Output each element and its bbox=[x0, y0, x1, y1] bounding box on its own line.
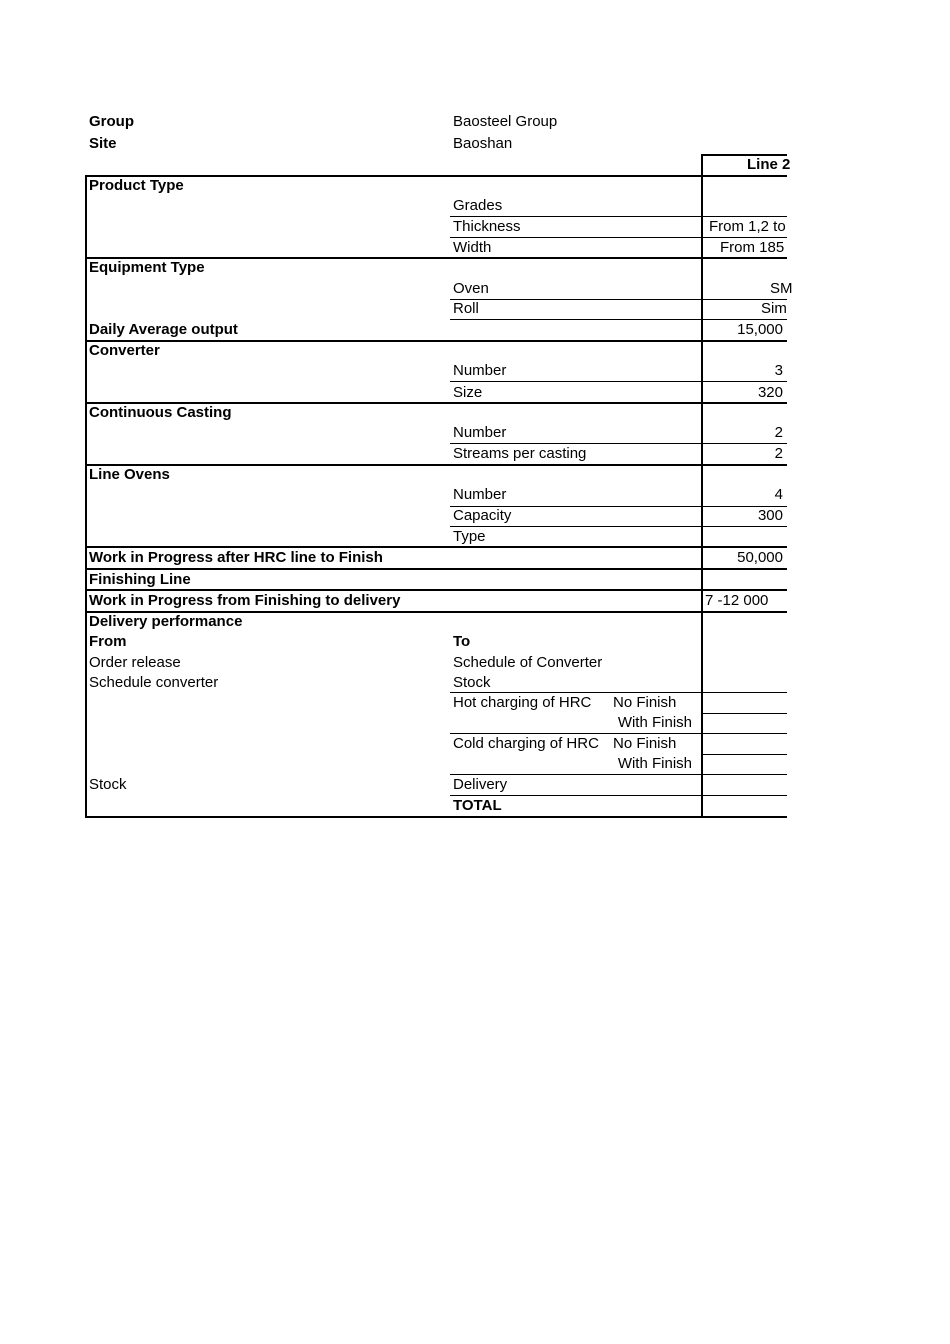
group-label: Group bbox=[89, 113, 134, 130]
total-label: TOTAL bbox=[453, 797, 502, 814]
schedule-converter: Schedule converter bbox=[89, 674, 219, 691]
converter-number-value: 3 bbox=[774, 362, 783, 379]
column-header-top-border bbox=[701, 154, 787, 156]
hot-charging-label: Hot charging of HRC bbox=[453, 694, 592, 711]
cold-charging-label: Cold charging of HRC bbox=[453, 735, 599, 752]
row-divider bbox=[450, 381, 787, 382]
delivery-to: Delivery bbox=[453, 776, 508, 793]
line-ovens-title: Line Ovens bbox=[89, 466, 170, 483]
row-divider bbox=[450, 237, 787, 238]
type-label: Type bbox=[453, 528, 486, 545]
hot-no-finish: No Finish bbox=[613, 694, 677, 711]
line-ovens-top-border bbox=[85, 464, 787, 466]
capacity-value: 300 bbox=[757, 507, 783, 524]
row-divider bbox=[450, 733, 787, 734]
value-column-left-border bbox=[701, 154, 703, 818]
finishing-top-border bbox=[85, 568, 787, 570]
casting-number-label: Number bbox=[453, 424, 507, 441]
group-value: Baosteel Group bbox=[453, 113, 558, 130]
ovens-number-label: Number bbox=[453, 486, 507, 503]
from-header: From bbox=[89, 633, 127, 650]
row-divider bbox=[450, 526, 787, 527]
row-divider bbox=[701, 713, 787, 714]
converter-number-label: Number bbox=[453, 362, 507, 379]
equipment-type-top-border bbox=[85, 257, 787, 259]
streams-label: Streams per casting bbox=[453, 445, 587, 462]
product-type-title: Product Type bbox=[89, 177, 184, 194]
converter-title: Converter bbox=[89, 342, 160, 359]
roll-label: Roll bbox=[453, 300, 479, 317]
continuous-casting-title: Continuous Casting bbox=[89, 404, 232, 421]
converter-top-border bbox=[85, 340, 787, 342]
row-divider bbox=[450, 506, 787, 507]
row-divider bbox=[450, 795, 787, 796]
streams-value: 2 bbox=[774, 445, 783, 462]
width-label: Width bbox=[453, 239, 492, 256]
schedule-of-converter: Schedule of Converter bbox=[453, 654, 603, 671]
wip-finishing-top-border bbox=[85, 589, 787, 591]
row-divider bbox=[701, 754, 787, 755]
roll-value: Sim bbox=[761, 300, 787, 317]
converter-size-value: 320 bbox=[757, 384, 783, 401]
stock-from: Stock bbox=[89, 776, 127, 793]
daily-output-label: Daily Average output bbox=[89, 321, 238, 338]
hot-with-finish: With Finish bbox=[617, 714, 692, 731]
column-header-line: Line 2 bbox=[747, 156, 791, 173]
casting-number-value: 2 bbox=[774, 424, 783, 441]
ovens-number-value: 4 bbox=[774, 486, 783, 503]
table-left-border bbox=[85, 175, 87, 818]
row-divider bbox=[450, 774, 787, 775]
row-divider bbox=[450, 216, 787, 217]
wip-hrc-value: 50,000 bbox=[737, 549, 783, 566]
delivery-title: Delivery performance bbox=[89, 613, 243, 630]
width-value: From 185 bbox=[720, 239, 785, 256]
row-divider bbox=[450, 692, 787, 693]
oven-label: Oven bbox=[453, 280, 489, 297]
table-bottom-border bbox=[85, 816, 787, 818]
daily-output-value: 15,000 bbox=[737, 321, 783, 338]
capacity-label: Capacity bbox=[453, 507, 512, 524]
wip-finishing-value: 7 -12 000 bbox=[705, 592, 769, 609]
row-divider bbox=[450, 443, 787, 444]
row-divider bbox=[450, 319, 787, 320]
cold-with-finish: With Finish bbox=[617, 755, 692, 772]
oven-value: SM bbox=[770, 280, 793, 297]
converter-size-label: Size bbox=[453, 384, 483, 401]
site-label: Site bbox=[89, 135, 117, 152]
product-type-top-border bbox=[85, 175, 787, 177]
site-value: Baoshan bbox=[453, 135, 513, 152]
wip-hrc-label: Work in Progress after HRC line to Finish bbox=[89, 549, 383, 566]
to-header: To bbox=[453, 633, 471, 650]
stock-to: Stock bbox=[453, 674, 491, 691]
wip-finishing-label: Work in Progress from Finishing to delivery bbox=[89, 592, 401, 609]
finishing-line-label: Finishing Line bbox=[89, 571, 191, 588]
equipment-type-title: Equipment Type bbox=[89, 259, 205, 276]
order-release: Order release bbox=[89, 654, 181, 671]
cold-no-finish: No Finish bbox=[613, 735, 677, 752]
grades-label: Grades bbox=[453, 197, 503, 214]
row-divider bbox=[450, 299, 787, 300]
thickness-label: Thickness bbox=[453, 218, 521, 235]
wip-hrc-top-border bbox=[85, 546, 787, 548]
casting-top-border bbox=[85, 402, 787, 404]
thickness-value: From 1,2 to bbox=[709, 218, 786, 235]
delivery-top-border bbox=[85, 611, 787, 613]
